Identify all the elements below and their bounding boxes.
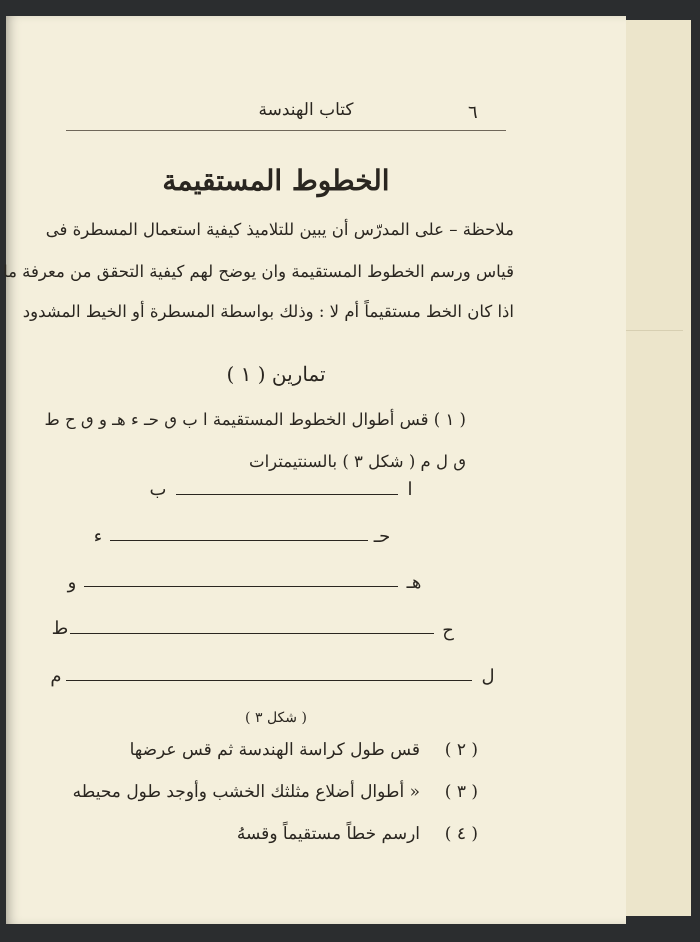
label-h: هـ (406, 572, 422, 593)
exercise-item-2 (66, 740, 478, 760)
exercise-1-line-1: ( ١ ) قس أطوال الخطوط المستقيمة ا ب ٯ حـ ء هـ و ٯ ح ط (44, 410, 466, 429)
book-page (3, 16, 626, 924)
label-t: ط (51, 618, 69, 639)
label-j: حـ (373, 526, 391, 547)
item-number: ( ٣ ) (444, 782, 478, 802)
exercises-title: تمارين ( ١ ) (226, 362, 326, 386)
label-d: ء (93, 526, 103, 547)
item-number: ( ٤ ) (444, 824, 478, 844)
item-text: قس طول كراسة الهندسة ثم قس عرضها (129, 740, 420, 760)
label-hh: ح (442, 620, 454, 641)
label-m: م (50, 666, 62, 687)
running-header (66, 100, 506, 131)
note-line-2: قياس ورسم الخطوط المستقيمة وان يوضح لهم كيفية التحقق من معرفة ما (3, 262, 514, 281)
note-line-3: اذا كان الخط مستقيماً أم لا : وذلك بواسطة المسطرة أو الخيط المشدود (22, 302, 514, 321)
label-a: ا (407, 479, 413, 500)
segment-h-w (84, 586, 398, 587)
item-number: ( ٢ ) (444, 740, 478, 760)
segment-hh-t (70, 633, 434, 634)
exercise-item-3 (66, 782, 478, 802)
item-text: « أطوال أضلاع مثلثك الخشب وأوجد طول محيطه (72, 782, 420, 802)
label-b: ب (149, 479, 167, 500)
exercise-item-4 (66, 824, 478, 844)
exercise-1-line-2: ٯ ل م ( شكل ٣ ) بالسنتيمترات (249, 452, 466, 471)
item-text: ارسم خطاً مستقيماً وقسهُ (236, 824, 420, 844)
book-title: كتاب الهندسة (258, 100, 354, 120)
label-l: ل (481, 666, 495, 687)
page-number: ٦ (468, 102, 478, 123)
figure-caption: ( شكل ٣ ) (245, 710, 307, 726)
note-line-1: ملاحظة – على المدرّس أن يبين للتلاميذ كيفية استعمال المسطرة فى (45, 220, 514, 239)
segment-l-m (66, 680, 472, 681)
section-title: الخطوط المستقيمة (162, 164, 390, 197)
segment-j-d (110, 540, 368, 541)
segment-a-b (176, 494, 398, 495)
label-w: و (67, 572, 77, 593)
